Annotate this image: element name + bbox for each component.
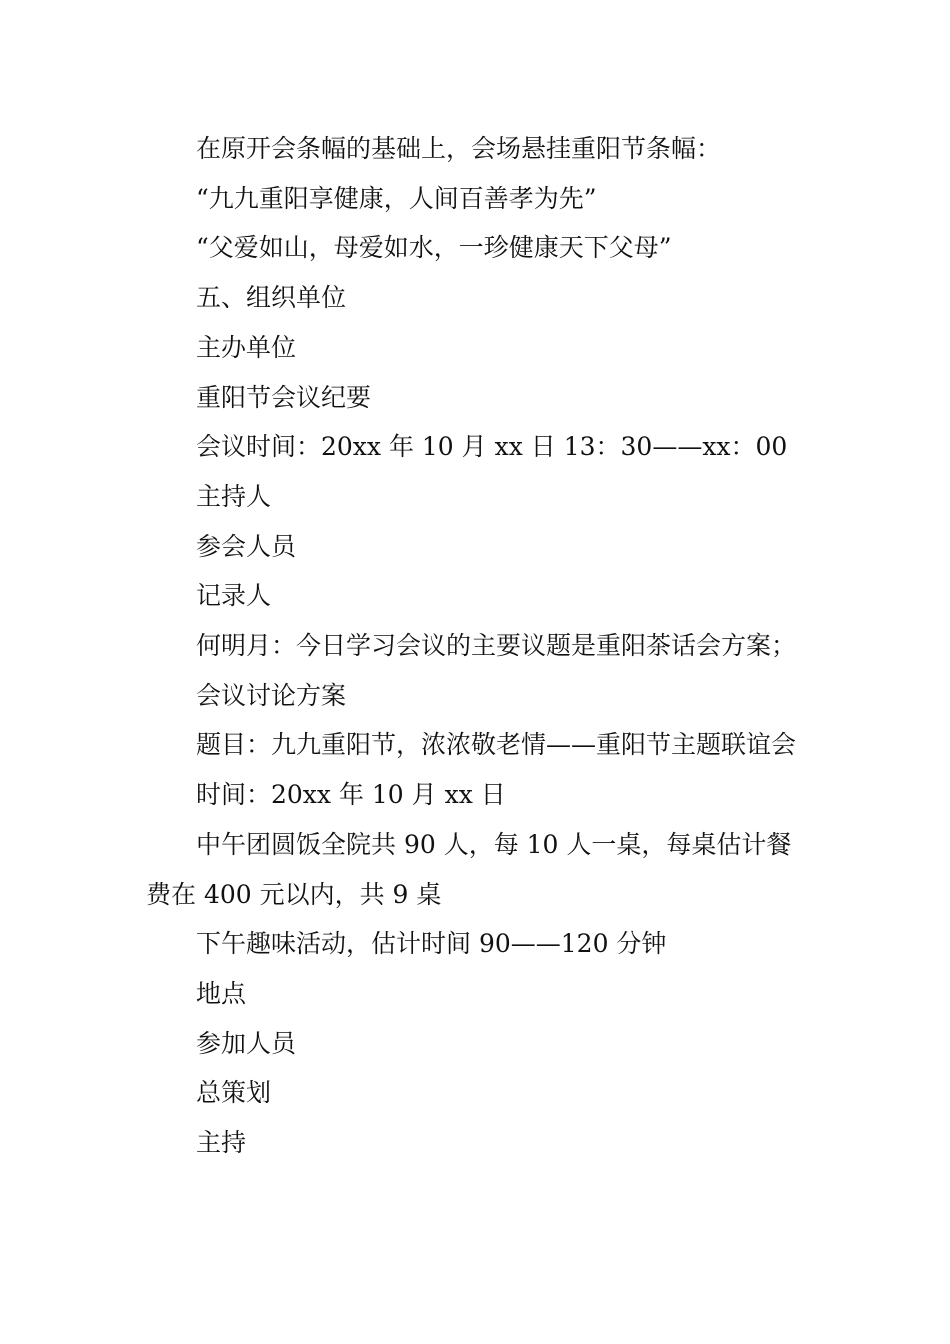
paragraph-afternoon-activity: 下午趣味活动，估计时间 90——120 分钟 bbox=[196, 929, 667, 959]
paragraph-main-topic: 何明月：今日学习会议的主要议题是重阳茶话会方案； bbox=[196, 631, 797, 661]
paragraph-banner-slogan-1: “九九重阳享健康，人间百善孝为先” bbox=[196, 183, 597, 213]
paragraph-banner-slogan-2: “父爱如山，母爱如水，一珍健康天下父母” bbox=[196, 233, 672, 263]
paragraph-attendees: 参会人员 bbox=[196, 531, 297, 561]
paragraph-meeting-time: 会议时间：20xx 年 10 月 xx 日 13：30——xx：00 bbox=[196, 432, 788, 462]
paragraph-banner-intro: 在原开会条幅的基础上，会场悬挂重阳节条幅： bbox=[196, 134, 722, 163]
paragraph-discussion: 会议讨论方案 bbox=[196, 680, 347, 710]
paragraph-recorder: 记录人 bbox=[196, 581, 272, 611]
paragraph-host: 主持 bbox=[196, 1128, 247, 1158]
paragraph-location: 地点 bbox=[196, 978, 247, 1008]
paragraph-participants: 参加人员 bbox=[196, 1028, 297, 1058]
paragraph-moderator: 主持人 bbox=[196, 481, 272, 511]
paragraph-event-time: 时间：20xx 年 10 月 xx 日 bbox=[196, 780, 506, 810]
paragraph-minutes-title: 重阳节会议纪要 bbox=[196, 382, 372, 412]
paragraph-event-title: 题目：九九重阳节，浓浓敬老情——重阳节主题联谊会 bbox=[196, 730, 797, 760]
section-heading-organizers: 五、组织单位 bbox=[196, 283, 347, 313]
paragraph-chief-planner: 总策划 bbox=[196, 1078, 272, 1108]
paragraph-host-unit: 主办单位 bbox=[196, 332, 297, 362]
paragraph-lunch-plan: 中午团圆饭全院共 90 人，每 10 人一桌，每桌估计餐费在 400 元以内，共 9 桌 bbox=[146, 829, 792, 909]
document-body bbox=[146, 124, 814, 1168]
